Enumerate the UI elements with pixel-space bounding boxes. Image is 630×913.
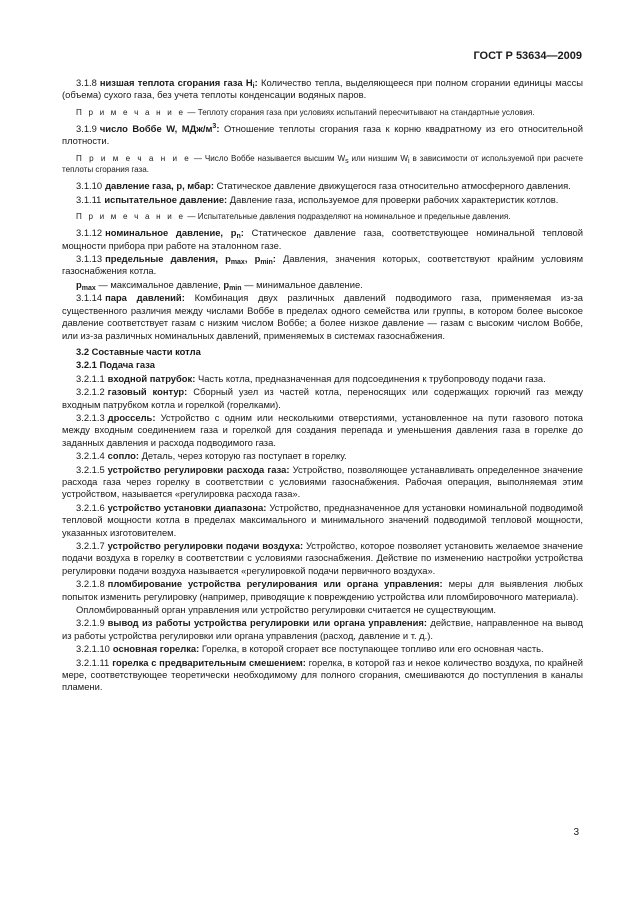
term-3-2-1-5: 3.2.1.5 устройство регулировки расхода газа: Устройство, позволяющее устанавливать определенное значение расхода газа через горелку в соответствии с условиями газоснабжения. Рабочая операция, выполняемая этим устройством, называется «регулировка расхода газа». xyxy=(62,463,583,500)
term-3-1-13-definitions: $p_{max}$ — максимальное давление, $p_{min}$ — минимальное давление. xyxy=(76,278,363,292)
page-number: 3 xyxy=(573,827,579,838)
term-3-2-1-8-note: Опломбированный орган управления или устройство регулировки считается не существующим. xyxy=(76,604,496,616)
term-3-2-1-1: 3.2.1.1 входной патрубок: Часть котла, предназначенная для подсоединения к трубопроводу подачи газа. xyxy=(76,372,546,384)
term-3-1-11: 3.1.11 испытательное давление: Давление газа, используемое для проверки рабочих характеристик котлов. xyxy=(76,193,559,205)
term-3-1-14: 3.1.14 пара давлений: Комбинация двух различных давлений подводимого газа, применяемая из-за существенного различия между числами Воббе в пределах одного семейства или группы, в котором более высокое давление соответствует газам с низким числом Воббе; а более низкое давление — газам с высоким числом Воббе, или из-за различных номинальных давлений, применяемых в системах газоснабжения. xyxy=(62,292,583,341)
term-3-1-9: 3.1.9 число Воббе W, МДж/$м^3$: Отношение теплоты сгорания газа к корню квадратному из его относительной плотности. xyxy=(62,123,583,147)
term-3-1-8: 3.1.8 низшая теплота сгорания газа $H_i$: Количество тепла, выделяющееся при полном сгорании единицы массы (объема) сухого газа, без учета теплоты конденсации водяных паров. xyxy=(62,77,583,101)
note-3-1-8: П р и м е ч а н и е — Теплоту сгорания газа при условиях испытаний пересчитывают на стандартные условия. xyxy=(76,107,535,117)
term-3-2-1-3: 3.2.1.3 дроссель: Устройство с одним или несколькими отверстиями, установленное на пути газового потока между входным соединением газа и горелкой для создания перепада и уменьшения давления газа в горелке до заданных давления и расхода подводимого газа. xyxy=(62,411,583,448)
term-3-2-1-8: 3.2.1.8 пломбирование устройства регулирования или органа управления: меры для выявления любых попыток изменить регулировку (например, приводящие к повреждению устройства или пломбировочного материала). xyxy=(62,578,583,602)
term-3-1-13: 3.1.13 предельные давления, $p_{max}$, $p_{min}$: Давления, значения которых, соответствуют крайним условиям газоснабжения котла. xyxy=(62,253,584,277)
term-3-2-1-11: 3.2.1.11 горелка с предварительным смешением: горелка, в которой газ и некое количество воздуха, по крайней мере, соответствующее теоретически необходимому для полного сгорания, смешиваются до поступления в каналы пламени. xyxy=(62,656,584,693)
term-3-1-10: 3.1.10 давление газа, p, мбар: Статическое давление движущегося газа относительно атмосферного давления. xyxy=(76,180,571,192)
page-content xyxy=(62,77,583,695)
document-id: ГОСТ Р 53634—2009 xyxy=(473,50,582,62)
section-heading-3-2: 3.2 Составные части котла xyxy=(76,345,201,357)
term-3-1-12: 3.1.12 номинальное давление, $p_n$: Статическое давление газа, соответствующее номинальной тепловой мощности прибора при работе на эталонном газе. xyxy=(62,227,584,251)
note-3-1-9: П р и м е ч а н и е — Число Воббе называется высшим $W_s$ или низшим $W_i$ в зависимости от используемой при расчете теплоты сгорания газа. xyxy=(62,153,584,175)
note-3-1-11: П р и м е ч а н и е — Испытательные давления подразделяют на номинальное и предельные давления. xyxy=(76,212,511,222)
term-3-2-1-9: 3.2.1.9 вывод из работы устройства регулировки или органа управления: действие, направленное на вывод из работы устройства регулировки или органа управления (расход, давление и т. д.). xyxy=(62,617,584,641)
term-3-2-1-10: 3.2.1.10 основная горелка: Горелка, в которой сгорает все поступающее топливо или его основная часть. xyxy=(76,643,544,655)
term-3-2-1-2: 3.2.1.2 газовый контур: Сборный узел из частей котла, переносящих или содержащих горючий газ между входным патрубком котла и горелкой (горелками). xyxy=(62,386,584,410)
term-3-2-1-4: 3.2.1.4 сопло: Деталь, через которую газ поступает в горелку. xyxy=(76,450,347,462)
section-heading-3-2-1: 3.2.1 Подача газа xyxy=(76,359,155,371)
term-3-2-1-7: 3.2.1.7 устройство регулировки подачи воздуха: Устройство, которое позволяет установить желаемое значение подачи воздуха в горелку в соответствии с условиями газоснабжения. Действие по изменению настройки устройства регулировки подачи воздуха называется «регулировкой подачи первичного воздуха». xyxy=(62,540,584,576)
term-3-2-1-6: 3.2.1.6 устройство установки диапазона: Устройство, предназначенное для установки номинальной подводимой тепловой мощности котла в пределах максимального и минимального значений подводимой тепловой мощности, указанных изготовителем. xyxy=(62,501,584,538)
